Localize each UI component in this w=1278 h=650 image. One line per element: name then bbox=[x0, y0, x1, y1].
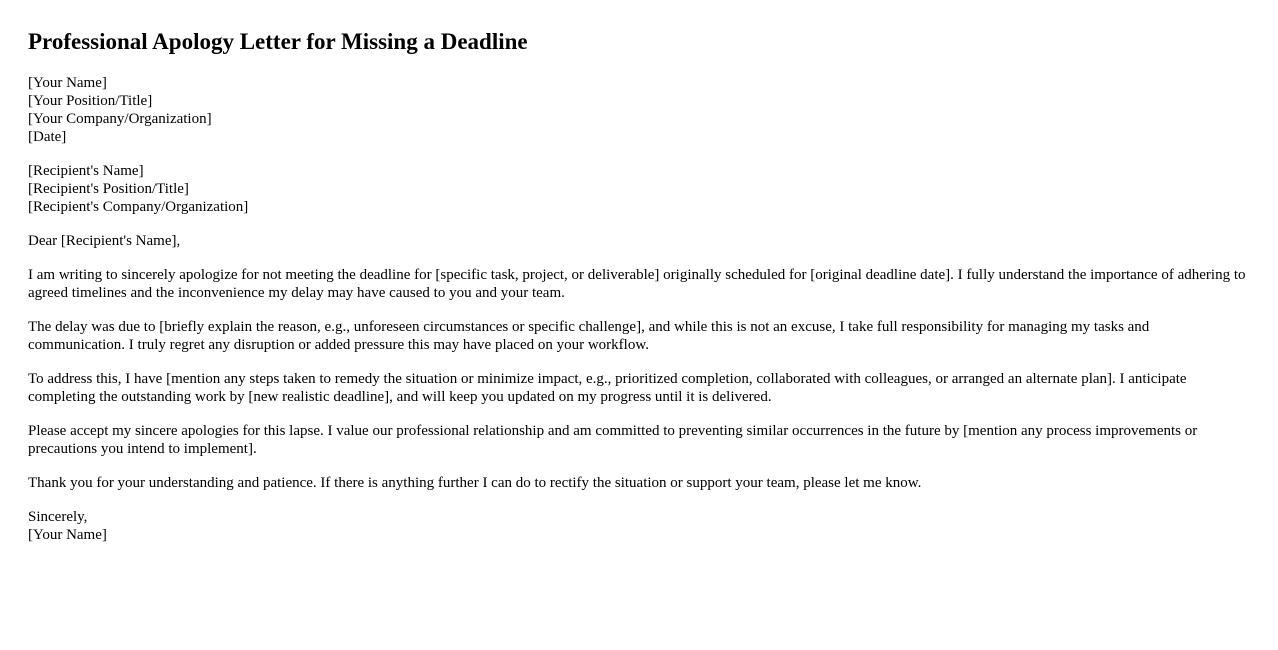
paragraph-reason: The delay was due to [briefly explain the reason, e.g., unforeseen circumstances or specific challenge], and while this is not an excuse, I take full responsibility for managing my tasks and communication. I truly regret any disruption or added pressure this may have placed on your workflow. bbox=[28, 319, 1150, 353]
valediction: Sincerely, bbox=[28, 509, 88, 525]
sender-name: [Your Name] bbox=[28, 75, 107, 91]
recipient-company: [Recipient's Company/Organization] bbox=[28, 199, 249, 215]
page-title: Professional Apology Letter for Missing a Deadline bbox=[28, 29, 528, 54]
closing-block bbox=[28, 508, 1250, 544]
paragraph-apology: I am writing to sincerely apologize for not meeting the deadline for [specific task, project, or deliverable] originally scheduled for [original deadline date]. I fully understand the importance of adhering to agreed timelines and the inconvenience my delay may have caused to you and your team. bbox=[28, 267, 1246, 301]
sender-block bbox=[28, 74, 1250, 146]
sender-position: [Your Position/Title] bbox=[28, 93, 153, 109]
paragraph-commitment: Please accept my sincere apologies for this lapse. I value our professional relationship and am committed to preventing similar occurrences in the future by [mention any process improvements or precautions you intend to implement]. bbox=[28, 423, 1198, 457]
recipient-name: [Recipient's Name] bbox=[28, 163, 144, 179]
letter-date: [Date] bbox=[28, 129, 67, 145]
paragraph-remedy: To address this, I have [mention any steps taken to remedy the situation or minimize impact, e.g., prioritized completion, collaborated with colleagues, or arranged an alternate plan]. I anticipate completing the outstanding work by [new realistic deadline], and will keep you updated on my progress until it is delivered. bbox=[28, 371, 1187, 405]
recipient-position: [Recipient's Position/Title] bbox=[28, 181, 189, 197]
recipient-block bbox=[28, 162, 1250, 216]
salutation: Dear [Recipient's Name], bbox=[28, 233, 181, 249]
sender-company: [Your Company/Organization] bbox=[28, 111, 212, 127]
signature: [Your Name] bbox=[28, 527, 107, 543]
paragraph-thanks: Thank you for your understanding and patience. If there is anything further I can do to rectify the situation or support your team, please let me know. bbox=[28, 475, 922, 491]
